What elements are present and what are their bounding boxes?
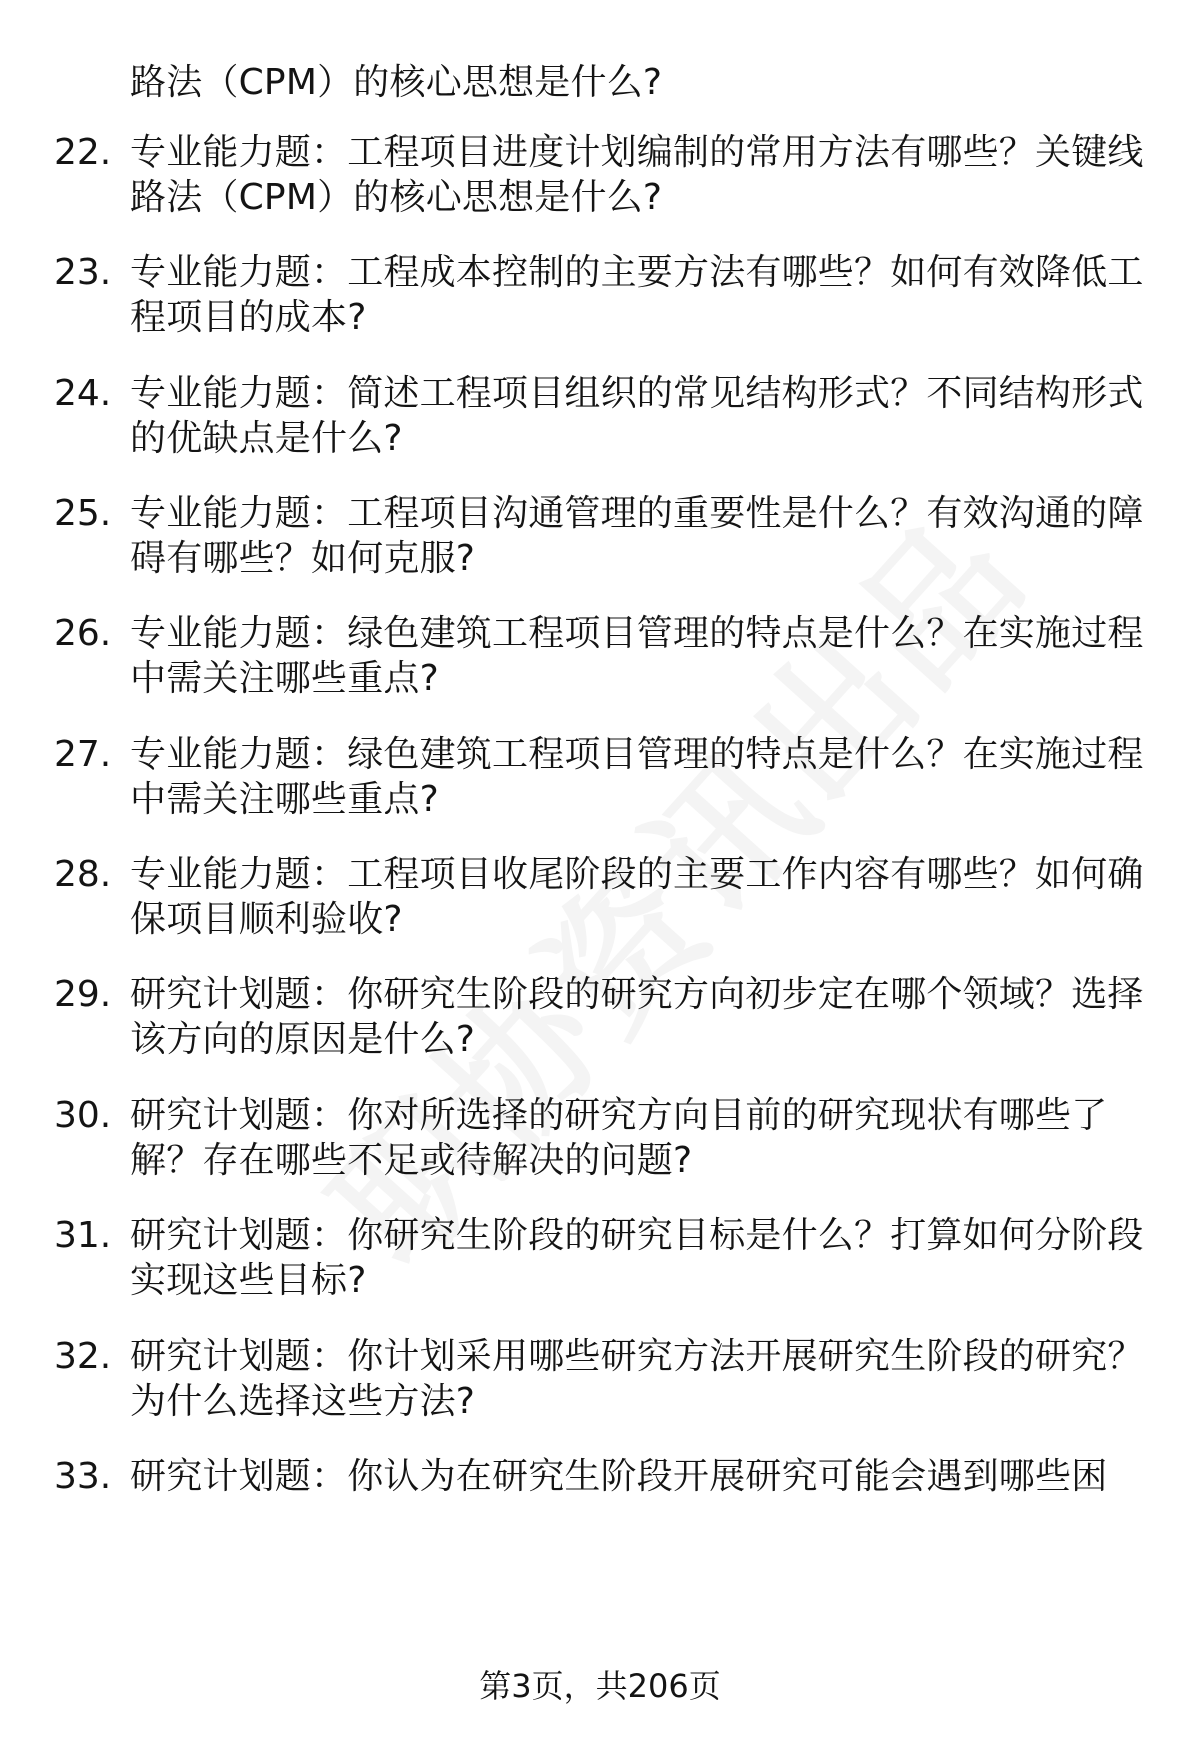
question-text-line1: 专业能力题：工程项目进度计划编制的常用方法有哪些？关键线 xyxy=(130,132,1144,173)
question-text-line1: 专业能力题：工程项目沟通管理的重要性是什么？有效沟通的障 xyxy=(130,493,1144,534)
question-number: 29. xyxy=(54,974,112,1015)
question-number: 28. xyxy=(54,854,112,895)
question-number: 25. xyxy=(54,493,112,534)
question-text-line1: 专业能力题：绿色建筑工程项目管理的特点是什么？在实施过程 xyxy=(130,613,1144,654)
question-number: 32. xyxy=(54,1336,112,1377)
question-text-line2: 碍有哪些？如何克服? xyxy=(130,538,476,579)
question-text-line1: 研究计划题：你对所选择的研究方向目前的研究现状有哪些了 xyxy=(130,1095,1108,1136)
question-text-line2: 解？存在哪些不足或待解决的问题? xyxy=(130,1140,693,1181)
question-text-line2: 实现这些目标? xyxy=(130,1260,367,1301)
question-text-line2: 为什么选择这些方法? xyxy=(130,1381,476,1422)
question-text-line2: 中需关注哪些重点? xyxy=(130,779,439,820)
question-number: 22. xyxy=(54,132,112,173)
question-number: 24. xyxy=(54,373,112,414)
continuation-line: 路法（CPM）的核心思想是什么? xyxy=(130,62,663,103)
question-text-line1: 专业能力题：工程成本控制的主要方法有哪些？如何有效降低工 xyxy=(130,252,1144,293)
question-text-line1: 专业能力题：工程项目收尾阶段的主要工作内容有哪些？如何确 xyxy=(130,854,1144,895)
question-number: 23. xyxy=(54,252,112,293)
question-text-line1: 研究计划题：你计划采用哪些研究方法开展研究生阶段的研究？ xyxy=(130,1336,1144,1377)
question-number: 26. xyxy=(54,613,112,654)
page-footer: 第3页，共206页 xyxy=(479,1667,721,1705)
question-number: 27. xyxy=(54,734,112,775)
question-number: 33. xyxy=(54,1456,112,1497)
question-text-line1: 专业能力题：简述工程项目组织的常见结构形式？不同结构形式 xyxy=(130,373,1144,414)
question-text-line2: 保项目顺利验收? xyxy=(130,899,403,940)
question-text-line1: 研究计划题：你研究生阶段的研究目标是什么？打算如何分阶段 xyxy=(130,1215,1144,1256)
question-text-line2: 的优缺点是什么? xyxy=(130,418,403,459)
question-text-line1: 专业能力题：绿色建筑工程项目管理的特点是什么？在实施过程 xyxy=(130,734,1144,775)
question-text-line2: 该方向的原因是什么? xyxy=(130,1019,476,1060)
question-text-line2: 路法（CPM）的核心思想是什么? xyxy=(130,177,663,218)
question-text-line1: 研究计划题：你认为在研究生阶段开展研究可能会遇到哪些困 xyxy=(130,1456,1108,1497)
question-number: 31. xyxy=(54,1215,112,1256)
question-text-line2: 中需关注哪些重点? xyxy=(130,658,439,699)
question-text-line1: 研究计划题：你研究生阶段的研究方向初步定在哪个领域？选择 xyxy=(130,974,1144,1015)
question-number: 30. xyxy=(54,1095,112,1136)
question-text-line2: 程项目的成本? xyxy=(130,297,367,338)
